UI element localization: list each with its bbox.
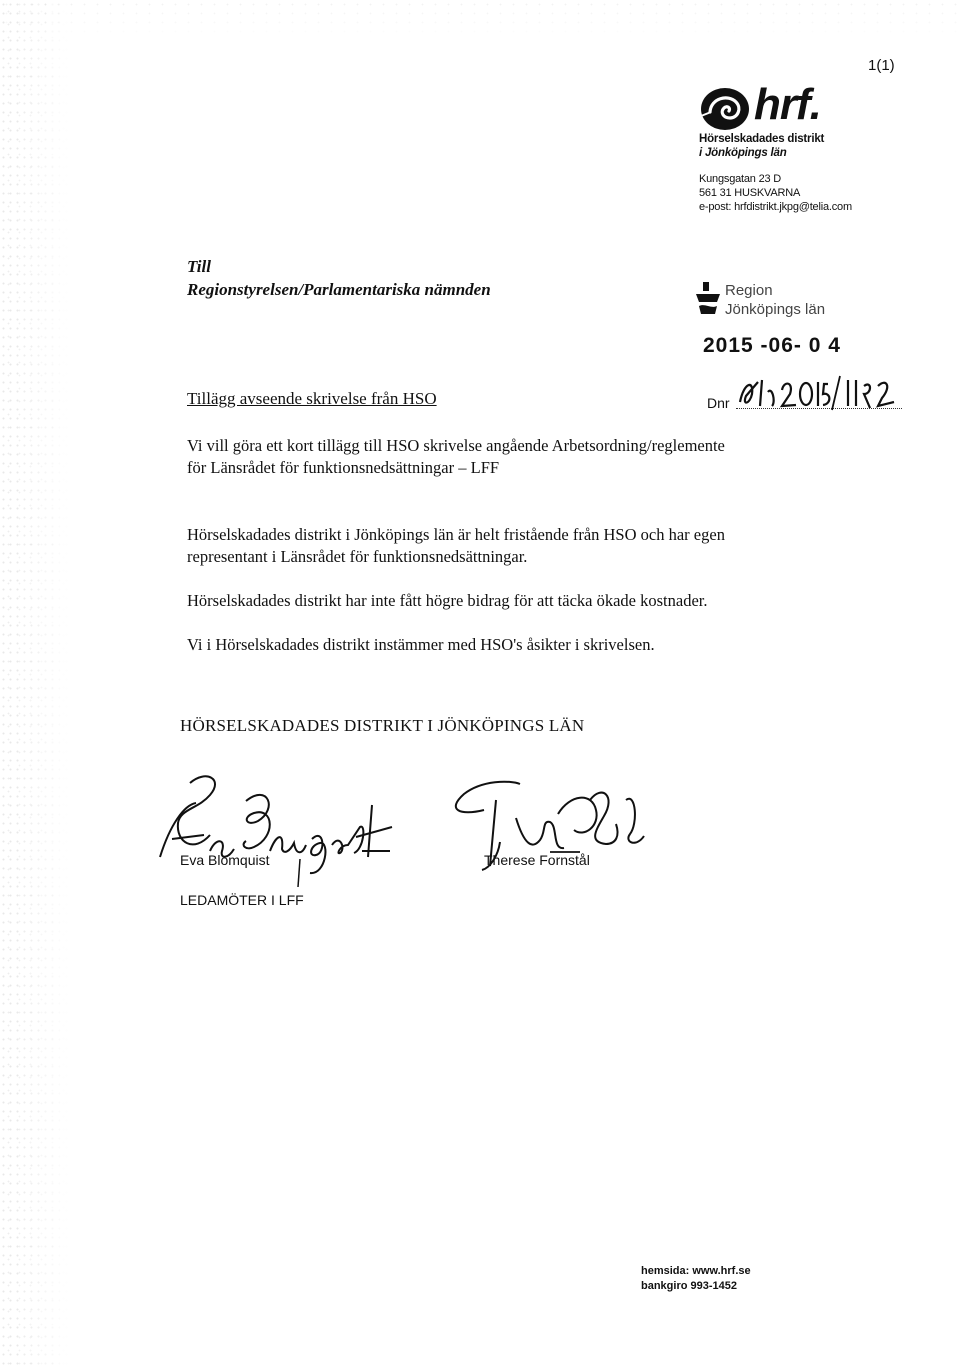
scan-speckle-left [0, 0, 70, 1367]
paragraph-1-line-1: Vi vill göra ett kort tillägg till HSO skrivelse angående Arbetsordning/reglemente [187, 436, 725, 455]
org-name-line2: i Jönköpings län [699, 147, 787, 159]
letterhead [694, 80, 954, 240]
footer-website: hemsida: www.hrf.se [641, 1265, 751, 1277]
subject-line: Tillägg avseende skrivelse från HSO [187, 389, 437, 408]
stamp-region-line1: Region [725, 282, 773, 299]
paragraph-4: Vi i Hörselskadades distrikt instämmer med HSO's åsikter i skrivelsen. [187, 635, 655, 654]
signatory-1-name: Eva Blomquist [180, 852, 270, 868]
recipient-name: Regionstyrelsen/Parlamentariska nämnden [187, 280, 491, 299]
footer-bankgiro: bankgiro 993-1452 [641, 1280, 737, 1292]
stamp-date: 2015 -06- 0 4 [703, 334, 841, 357]
paragraph-1-line-2: för Länsrådet för funktionsnedsättningar – LFF [187, 458, 500, 477]
received-stamp [695, 280, 905, 380]
dnr-label: Dnr [707, 395, 730, 411]
recipient-label: Till [187, 257, 211, 276]
logo-text: hrf. [754, 80, 821, 129]
region-emblem-icon [695, 282, 721, 316]
address-postal: 561 31 HUSKVARNA [699, 187, 801, 199]
dnr-handwritten [736, 372, 902, 412]
dnr-handwriting-icon [736, 372, 902, 412]
address-street: Kungsgatan 23 D [699, 173, 782, 185]
signatories-role: LEDAMÖTER I LFF [180, 892, 304, 908]
scan-speckle-top [0, 0, 960, 40]
page-number: 1(1) [868, 57, 895, 74]
closing-heading: HÖRSELSKADADES DISTRIKT I JÖNKÖPINGS LÄN [180, 716, 585, 735]
signatory-2-name: Therese Fornstål [484, 852, 590, 868]
paragraph-2-line-1: Hörselskadades distrikt i Jönköpings län är helt fristående från HSO och har egen [187, 525, 725, 544]
stamp-region-line2: Jönköpings län [725, 301, 826, 318]
signature-eva-icon [150, 765, 410, 895]
paragraph-3: Hörselskadades distrikt har inte fått högre bidrag för att täcka ökade kostnader. [187, 591, 708, 610]
org-name-line1: Hörselskadades distrikt [699, 133, 825, 145]
email-line: e-post: hrfdistrikt.jkpg@telia.com [699, 201, 852, 213]
paragraph-2-line-2: representant i Länsrådet för funktionsnedsättningar. [187, 547, 528, 566]
hrf-logo-icon [698, 86, 750, 132]
